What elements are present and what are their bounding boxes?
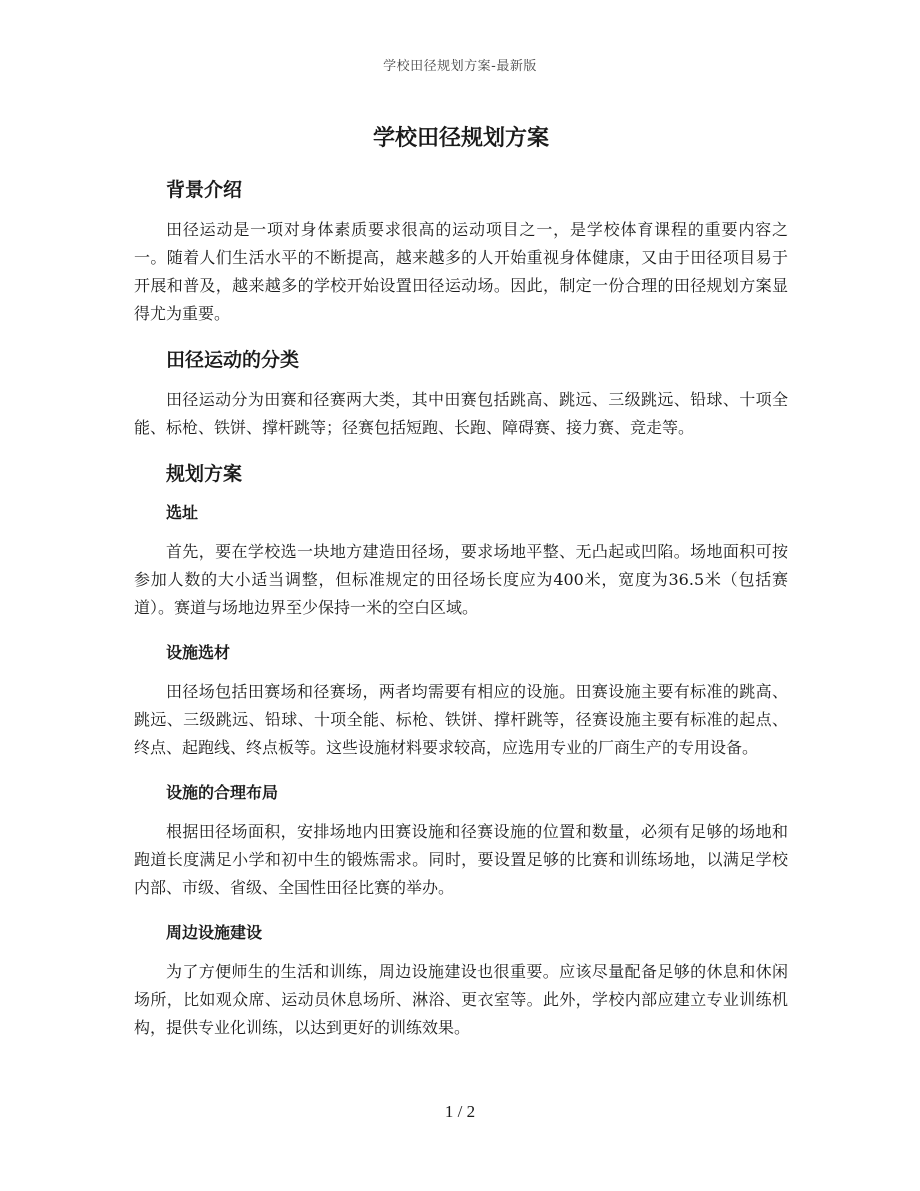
subsection-heading: 设施的合理布局 [166,783,279,802]
subsection-paragraph: 首先，要在学校选一块地方建造田径场，要求场地平整、无凸起或凹陷。场地面积可按参加人数的大小适当调整，但标准规定的田径场长度应为400米，宽度为36.5米（包括赛道）。赛道与场地边界至少保持一米的空白区域。 [134,542,788,617]
subsection-heading: 选址 [166,503,199,522]
section-heading: 规划方案 [166,463,243,485]
section-paragraph: 田径运动分为田赛和径赛两大类，其中田赛包括跳高、跳远、三级跳远、铅球、十项全能、标枪、铁饼、撑杆跳等；径赛包括短跑、长跑、障碍赛、接力赛、竞走等。 [134,390,788,437]
document-title: 学校田径规划方案 [372,126,549,151]
section-classification [134,346,788,442]
section-paragraph: 田径运动是一项对身体素质要求很高的运动项目之一，是学校体育课程的重要内容之一。随着人们生活水平的不断提高，越来越多的人开始重视身体健康，又由于田径项目易于开展和普及，越来越多的学校开始设置田径运动场。因此，制定一份合理的田径规划方案显得尤为重要。 [134,220,788,323]
section-background [134,176,788,328]
subsection-paragraph: 为了方便师生的生活和训练，周边设施建设也很重要。应该尽量配备足够的休息和休闲场所，比如观众席、运动员休息场所、淋浴、更衣室等。此外，学校内部应建立专业训练机构，提供专业化训练，以达到更好的训练效果。 [134,962,788,1037]
section-heading: 田径运动的分类 [166,349,300,371]
subsection-heading: 设施选材 [166,643,231,662]
section-heading: 背景介绍 [166,179,243,201]
subsection-paragraph: 根据田径场面积，安排场地内田赛设施和径赛设施的位置和数量，必须有足够的场地和跑道长度满足小学和初中生的锻炼需求。同时，要设置足够的比赛和训练场地，以满足学校内部、市级、省级、全国性田径比赛的举办。 [134,822,788,897]
subsection-heading: 周边设施建设 [166,923,263,942]
subsection-paragraph: 田径场包括田赛场和径赛场，两者均需要有相应的设施。田赛设施主要有标准的跳高、跳远、三级跳远、铅球、十项全能、标枪、铁饼、撑杆跳等，径赛设施主要有标准的起点、终点、起跑线、终点板等。这些设施材料要求较高，应选用专业的厂商生产的专用设备。 [134,682,788,757]
document-body [134,122,788,1060]
running-header: 学校田径规划方案-最新版 [383,59,537,74]
page-number: 1 / 2 [444,1102,476,1121]
section-plan [134,460,788,1042]
